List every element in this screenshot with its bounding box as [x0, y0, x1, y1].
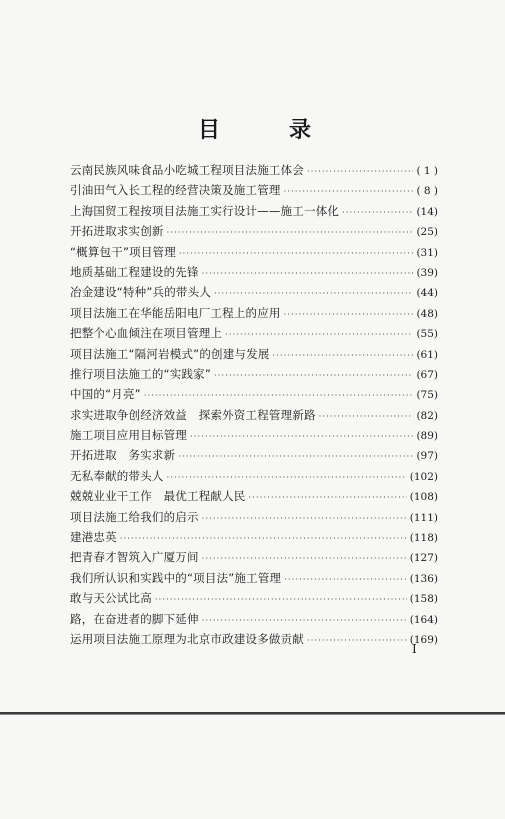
toc-entry-title: 求实进取争创经济效益 探索外资工程管理新路: [70, 407, 316, 422]
toc-entry-title: 上海国贸工程按项目法施工实行设计——施工一体化: [70, 203, 340, 218]
toc-entry-title: “概算包干”项目管理: [70, 244, 176, 259]
toc-entry-page: (55): [416, 328, 438, 341]
toc-entry-page: (164): [409, 613, 438, 626]
page-number: I: [412, 642, 417, 656]
toc-entry-title: 地质基础工程建设的先锋: [70, 264, 199, 279]
toc-entry-page: (75): [416, 389, 438, 402]
toc-entry: [70, 486, 438, 506]
dot-leader: [307, 162, 413, 182]
toc-entry-page: (158): [409, 593, 438, 606]
toc-entry-title: 开拓进取求实创新: [70, 224, 164, 239]
toc-entry: [70, 405, 438, 425]
toc-entry-title: 中国的“月亮”: [70, 387, 141, 402]
toc-entry: [70, 445, 438, 465]
dot-leader: [179, 244, 414, 264]
toc-entry: [70, 588, 438, 608]
dot-leader: [202, 264, 414, 284]
toc-entry: [70, 323, 438, 343]
toc-entry-title: 兢兢业业干工作 最优工程献人民: [70, 489, 246, 504]
toc-entry: [70, 609, 438, 629]
toc-entry-page: (44): [416, 287, 438, 300]
toc-entry: [70, 201, 438, 221]
toc-entry-page: (108): [409, 491, 438, 504]
toc-entry-page: (31): [416, 246, 438, 259]
toc-entry: [70, 629, 438, 649]
dot-leader: [319, 407, 414, 427]
toc-entry-title: 运用项目法施工原理为北京市政建设多做贡献: [70, 631, 304, 646]
dot-leader: [214, 366, 413, 386]
toc-entry-title: 无私奉献的带头人: [70, 468, 164, 483]
dot-leader: [120, 529, 407, 549]
dot-leader: [225, 325, 413, 345]
toc-entry-page: (67): [416, 368, 438, 381]
dot-leader: [284, 570, 407, 590]
dot-leader: [190, 427, 413, 447]
toc-entry: [70, 364, 438, 384]
toc-entry-title: 我们所认识和实践中的“项目法”施工管理: [70, 570, 282, 585]
toc-entry: [70, 221, 438, 241]
toc-entry: [70, 568, 438, 588]
dot-leader: [155, 590, 407, 610]
toc-entry-page: (82): [416, 409, 438, 422]
toc-entry-title: 开拓进取 务实求新: [70, 448, 176, 463]
toc-entry: [70, 242, 438, 262]
dot-leader: [202, 611, 407, 631]
toc-entry-title: 敢与天公试比高: [70, 591, 152, 606]
toc-entry-page: (127): [409, 552, 438, 565]
toc-entry-title: 冶金建设“特种”兵的带头人: [70, 285, 212, 300]
toc-entry: [70, 160, 438, 180]
toc-entry-title: 项目法施工在华能岳阳电厂工程上的应用: [70, 305, 281, 320]
dot-leader: [284, 305, 414, 325]
toc-entry: [70, 384, 438, 404]
dot-leader: [178, 447, 413, 467]
bottom-rule: [0, 710, 505, 716]
toc-entry-title: 把整个心血倾注在项目管理上: [70, 326, 223, 341]
toc-entry-page: (118): [409, 532, 438, 545]
dot-leader: [167, 223, 414, 243]
toc-title-char-2: 录: [289, 118, 312, 143]
dot-leader: [284, 182, 414, 202]
toc-entry-page: (25): [416, 226, 438, 239]
toc-entry-title: 项目法施工给我们的启示: [70, 509, 199, 524]
dot-leader: [214, 284, 413, 304]
toc-entry-page: (111): [409, 511, 438, 524]
toc-entry: [70, 527, 438, 547]
toc-entry-page: (48): [416, 307, 438, 320]
toc-entry-title: 施工项目应用目标管理: [70, 428, 187, 443]
toc-entry-title: 路，在奋进者的脚下延伸: [70, 611, 199, 626]
toc-entry-title: 推行项目法施工的“实践家”: [70, 366, 212, 381]
toc-entry-title: 引油田气入长工程的经营决策及施工管理: [70, 183, 281, 198]
toc-entry: [70, 425, 438, 445]
dot-leader: [202, 509, 407, 529]
toc-entry-page: (169): [409, 633, 438, 646]
toc-entry-page: (61): [416, 348, 438, 361]
toc-entry: [70, 282, 438, 302]
dot-leader: [167, 468, 407, 488]
toc-title: [0, 118, 505, 148]
toc-entry-title: 建港忠英: [70, 530, 117, 545]
toc-entry-page: (14): [416, 205, 438, 218]
dot-leader: [307, 631, 407, 651]
toc-entry-title: 云南民族风味食品小吃城工程项目法施工体会: [70, 163, 304, 177]
toc-entry: [70, 262, 438, 282]
dot-leader: [144, 386, 414, 406]
toc-entry: [70, 344, 438, 364]
toc-entry: [70, 180, 438, 200]
toc-entry-title: 把青春才智筑入广厦万间: [70, 550, 199, 565]
dot-leader: [273, 346, 414, 366]
toc-entry-page: ( 8 ): [416, 185, 438, 198]
toc-entry-page: (136): [409, 572, 438, 585]
toc-entry: [70, 466, 438, 486]
toc-entry-page: ( 1 ): [416, 165, 438, 177]
toc-entry-page: (97): [416, 450, 438, 463]
toc-entry-page: (102): [409, 470, 438, 483]
rule-line-thin: [0, 714, 505, 715]
toc-entry: [70, 547, 438, 567]
dot-leader: [342, 203, 413, 223]
toc-entry-title: 项目法施工“隔河岩模式”的创建与发展: [70, 346, 270, 361]
toc-title-char-1: 目: [198, 118, 221, 143]
dot-leader: [202, 549, 407, 569]
toc-entry-page: (89): [416, 430, 438, 443]
toc-entry-page: (39): [416, 266, 438, 279]
toc-entry: [70, 507, 438, 527]
toc-list: [70, 160, 438, 649]
toc-entry: [70, 303, 438, 323]
dot-leader: [249, 488, 407, 508]
